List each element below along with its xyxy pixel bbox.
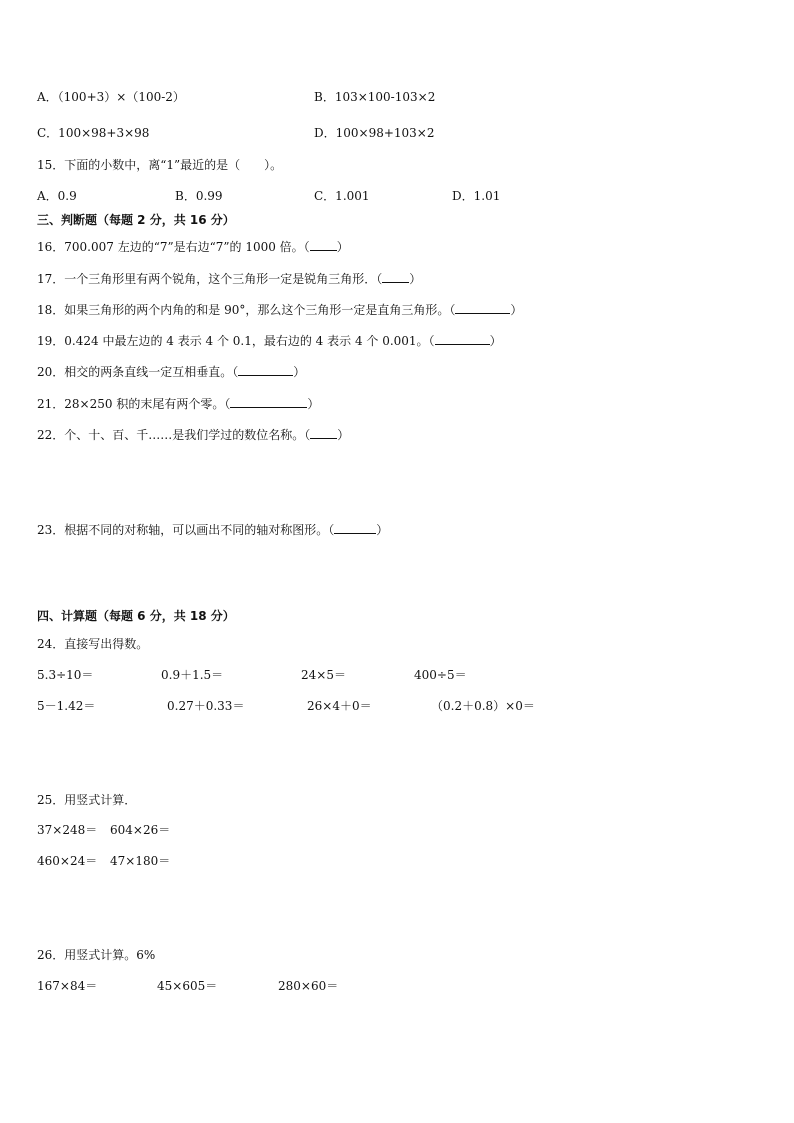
q22-close: ） (337, 428, 350, 442)
q16-text: 16．700.007 左边的“7”是右边“7”的 1000 倍。（ (37, 240, 310, 254)
q22 (37, 427, 349, 443)
q23-text: 23．根据不同的对称轴，可以画出不同的轴对称图形。（ (37, 523, 335, 537)
q24-stem: 24．直接写出得数。 (37, 637, 149, 651)
q14-option-b: B．103×100-103×2 (314, 90, 436, 104)
q21 (37, 396, 319, 412)
q19 (37, 333, 502, 349)
q25-item: 37×248＝ (37, 823, 98, 837)
section-4-title: 四、计算题（每题 6 分，共 18 分） (37, 609, 235, 623)
q23-close: ） (376, 523, 389, 537)
q21-answer-blank[interactable] (230, 396, 307, 408)
q20-text: 20．相交的两条直线一定互相垂直。（ (37, 365, 239, 379)
q15-option-d: D．1.01 (452, 189, 501, 203)
q18-answer-blank[interactable] (455, 302, 510, 314)
q16-answer-blank[interactable] (310, 239, 337, 251)
q20 (37, 364, 305, 380)
q19-text: 19．0.424 中最左边的 4 表示 4 个 0.1，最右边的 4 表示 4 个 0.001。（ (37, 334, 435, 348)
q15-option-c: C．1.001 (314, 189, 370, 203)
q23 (37, 522, 388, 538)
q26-item: 280×60＝ (278, 979, 339, 993)
q20-answer-blank[interactable] (238, 364, 293, 376)
q26-item: 167×84＝ (37, 979, 98, 993)
q17-close: ） (409, 272, 422, 286)
q14-option-d: D．100×98+103×2 (314, 126, 435, 140)
q14-option-c: C．100×98+3×98 (37, 126, 150, 140)
q24-item: 26×4＋0＝ (307, 699, 372, 713)
q15-option-a: A．0.9 (37, 189, 77, 203)
section-3-title: 三、判断题（每题 2 分，共 16 分） (37, 213, 235, 227)
q15-option-b: B．0.99 (175, 189, 223, 203)
q18 (37, 302, 522, 318)
q19-close: ） (489, 334, 502, 348)
q26-item: 45×605＝ (157, 979, 218, 993)
q18-close: ） (510, 303, 523, 317)
q24-item: 0.9＋1.5＝ (161, 668, 224, 682)
q19-answer-blank[interactable] (435, 333, 490, 345)
q17 (37, 271, 421, 287)
q24-item: 0.27＋0.33＝ (167, 699, 245, 713)
q24-item: 400÷5＝ (414, 668, 467, 682)
q23-answer-blank[interactable] (334, 522, 376, 534)
q14-option-a: A．（100+3）×（100-2） (37, 90, 185, 104)
q25-item: 460×24＝ (37, 854, 98, 868)
q25-item: 604×26＝ (110, 823, 171, 837)
q24-item: （0.2＋0.8）×0＝ (431, 699, 535, 713)
q20-close: ） (293, 365, 306, 379)
q17-text: 17．一个三角形里有两个锐角，这个三角形一定是锐角三角形．（ (37, 272, 383, 286)
q16-close: ） (336, 240, 349, 254)
q24-item: 24×5＝ (301, 668, 346, 682)
q21-text: 21．28×250 积的末尾有两个零。（ (37, 397, 231, 411)
q26-stem: 26．用竖式计算。6% (37, 948, 156, 962)
q25-item: 47×180＝ (110, 854, 171, 868)
q18-text: 18．如果三角形的两个内角的和是 90°，那么这个三角形一定是直角三角形。（ (37, 303, 456, 317)
q22-text: 22．个、十、百、千……是我们学过的数位名称。（ (37, 428, 311, 442)
q16 (37, 239, 349, 255)
q21-close: ） (307, 397, 320, 411)
q17-answer-blank[interactable] (382, 271, 409, 283)
q24-item: 5.3÷10＝ (37, 668, 94, 682)
q15-stem: 15．下面的小数中，离“1”最近的是（ ）。 (37, 158, 283, 172)
q22-answer-blank[interactable] (310, 427, 337, 439)
q24-item: 5－1.42＝ (37, 699, 96, 713)
q25-stem: 25．用竖式计算． (37, 793, 137, 807)
